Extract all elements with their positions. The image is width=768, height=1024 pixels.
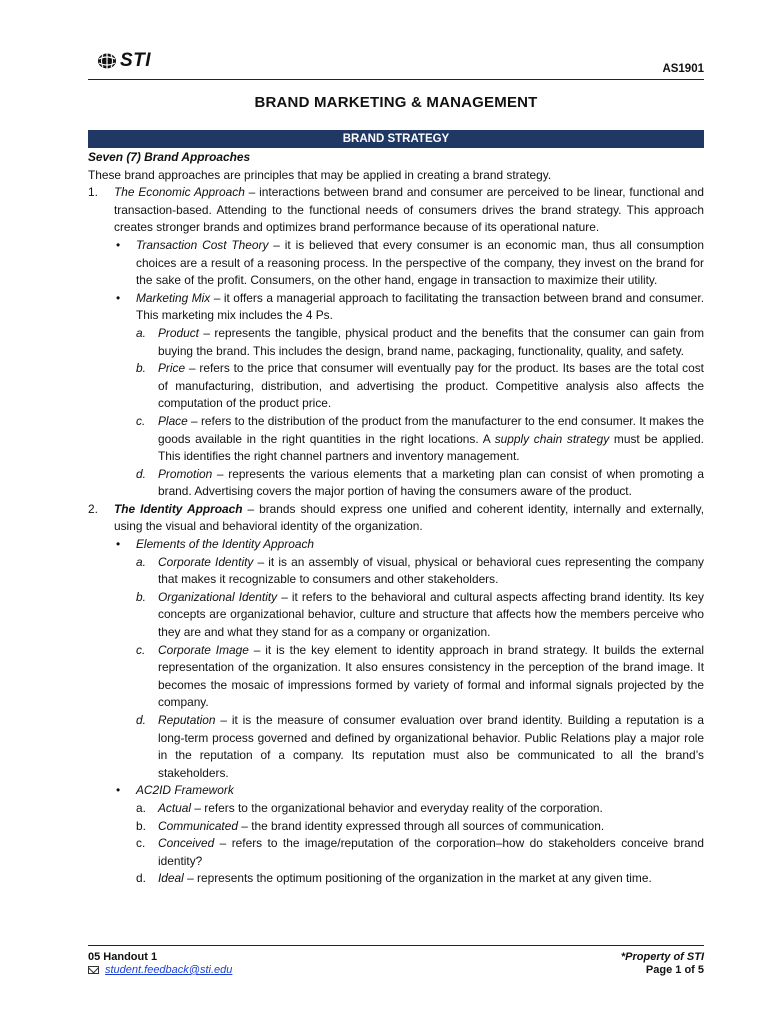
list-term: Corporate Identity <box>158 554 254 569</box>
list-term: Conceived <box>158 836 215 851</box>
sti-logo <box>96 50 151 72</box>
list-marker: d. <box>136 466 146 481</box>
list-marker: a. <box>136 554 146 569</box>
bullet-marker: • <box>116 783 121 798</box>
list-term: Price <box>158 361 186 376</box>
list-marker: d. <box>136 713 146 727</box>
list-item <box>88 325 704 360</box>
section-band: BRAND STRATEGY <box>88 130 704 148</box>
bullet-term: AC2ID Framework <box>136 783 234 798</box>
list-marker: a. <box>136 325 146 340</box>
list-item <box>88 466 704 501</box>
email-link[interactable]: student.feedback@sti.edu <box>105 964 233 976</box>
section-heading: Seven (7) Brand Approaches <box>88 150 251 164</box>
list-marker: c. <box>136 836 146 851</box>
list-item <box>88 712 704 782</box>
property-notice: *Property of STI <box>620 951 704 963</box>
item-text: – interactions between brand and consumer are perceived to be linear, functional and transaction-based. Attending to the functional needs of consumers drives the brand strategy. This approach creates stronger brands and optimizes brand performance because of its operational nature. <box>114 185 704 235</box>
list-term: Product <box>158 325 199 340</box>
intro-text: These brand approaches are principles that may be applied in creating a brand strategy. <box>88 167 552 182</box>
list-text: – represents the various elements that a marketing plan can consist of when promoting a brand. Advertising covers the major portion of having the consumers aware of the product. <box>158 466 704 499</box>
list-item <box>88 818 704 836</box>
bullet-term: Transaction Cost Theory <box>136 237 269 252</box>
list-term: Reputation <box>158 713 216 727</box>
item-number: 2. <box>88 501 98 516</box>
list-text: – it refers to the behavioral and cultural aspects affecting brand identity. Its key concepts are organizational behavior, culture and structure that affects how the members perceive who they are and what they stand for as a company or organization. <box>158 589 704 640</box>
bullet-term: Marketing Mix <box>136 290 211 305</box>
list-text: – represents the tangible, physical product and the benefits that the consumer can gain from buying the brand. This includes the design, brand name, packaging, functionality, quality, and safety. <box>158 325 704 358</box>
list-text: – refers to the organizational behavior and everyday reality of the corporation. <box>191 800 603 815</box>
list-item <box>88 413 704 466</box>
list-term: Place <box>158 413 188 428</box>
list-term: Ideal <box>158 871 184 886</box>
list-item <box>88 589 704 642</box>
feedback-email <box>88 964 232 976</box>
list-marker: a. <box>136 800 146 815</box>
list-text: – it is the measure of consumer evaluation over brand identity. Building a reputation is a long-term process governed and defined by organizational behavior. Public Relations play a major role in the reputation of a company. Its reputation must also be communicated to all the brand’s stakeholders. <box>158 713 704 780</box>
list-text: – refers to the distribution of the product from the manufacturer to the end consumer. It makes the goods available in the right quantities in the right locations. A <box>158 413 704 446</box>
numbered-item-1 <box>88 184 704 237</box>
list-marker: c. <box>136 413 146 428</box>
list-text: – it is an assembly of visual, physical or behavioral cues representing the company that makes it recognizable to consumers and other stakeholders. <box>158 554 704 587</box>
list-text: – refers to the image/reputation of the corporation–how do stakeholders conceive brand identity? <box>158 836 704 868</box>
list-term: Corporate Image <box>158 642 249 657</box>
item-term: The Economic Approach <box>114 185 245 200</box>
list-item <box>88 360 704 413</box>
list-marker: d. <box>136 871 146 886</box>
logo-text: STI <box>120 50 152 71</box>
bullet-item <box>88 290 704 325</box>
bullet-marker: • <box>116 290 121 305</box>
handout-label: 05 Handout 1 <box>88 951 158 963</box>
page-title: BRAND MARKETING & MANAGEMENT <box>254 94 538 111</box>
bullet-item <box>88 536 704 554</box>
list-item <box>88 642 704 712</box>
bullet-text: – it offers a managerial approach to facilitating the transaction between brand and consumer. This marketing mix includes the 4 Ps. <box>136 290 704 323</box>
list-marker: b. <box>136 361 146 376</box>
item-term: The Identity Approach <box>114 501 243 516</box>
list-term-inline: supply chain strategy <box>494 431 610 446</box>
item-text: – brands should express one unified and coherent identity, internally and externally, using the visual and behavioral identity of the organization. <box>114 501 705 534</box>
list-term: Communicated <box>158 818 238 833</box>
bullet-marker: • <box>116 237 121 252</box>
list-marker: b. <box>136 589 146 604</box>
list-text: – the brand identity expressed through all sources of communication. <box>237 818 605 833</box>
page-number: Page 1 of 5 <box>645 964 704 976</box>
list-text: – it is the key element to identity approach in brand strategy. It builds the external representation of the organization. It also ensures consistency in the perception of the brand image. It becomes the mosaic of impressions formed by variety of formal and informal signals projected by the company. <box>158 642 704 710</box>
list-item <box>88 554 704 589</box>
bullet-term: Elements of the Identity Approach <box>136 537 315 552</box>
item-number: 1. <box>88 185 98 200</box>
bullet-marker: • <box>116 537 121 552</box>
list-text: must be applied. This identifies the right channel partners and inventory management. <box>158 431 704 464</box>
list-marker: c. <box>136 642 146 657</box>
list-item <box>88 800 704 818</box>
bullet-item <box>88 237 704 290</box>
sti-globe-icon <box>96 52 118 70</box>
numbered-item-2 <box>88 501 704 536</box>
list-marker: b. <box>136 818 146 833</box>
list-text: – represents the optimum positioning of the organization in the market at any given time. <box>183 871 652 886</box>
list-text: – refers to the price that consumer will eventually pay for the product. Its bases are the total cost of manufacturing, distribution, and advertising the product. Competitive analysis also affects the computation of the product price. <box>158 361 704 411</box>
list-item <box>88 870 704 888</box>
list-term: Organizational Identity <box>158 589 278 604</box>
list-term: Actual <box>158 800 192 815</box>
list-item <box>88 835 704 870</box>
bullet-text: – it is believed that every consumer is an economic man, thus all consumption choices are a result of a reasoning process. In the perspective of the company, they invest on the brand for the sake of the profit. Consumers, on the other hand, engage in transaction to maximize their utility. <box>136 237 705 288</box>
document-body <box>88 149 704 888</box>
envelope-icon <box>88 966 99 974</box>
list-term: Promotion <box>158 466 213 481</box>
header-divider <box>88 79 704 80</box>
bullet-item <box>88 782 704 800</box>
course-code: AS1901 <box>662 63 704 75</box>
footer-divider <box>88 945 704 946</box>
